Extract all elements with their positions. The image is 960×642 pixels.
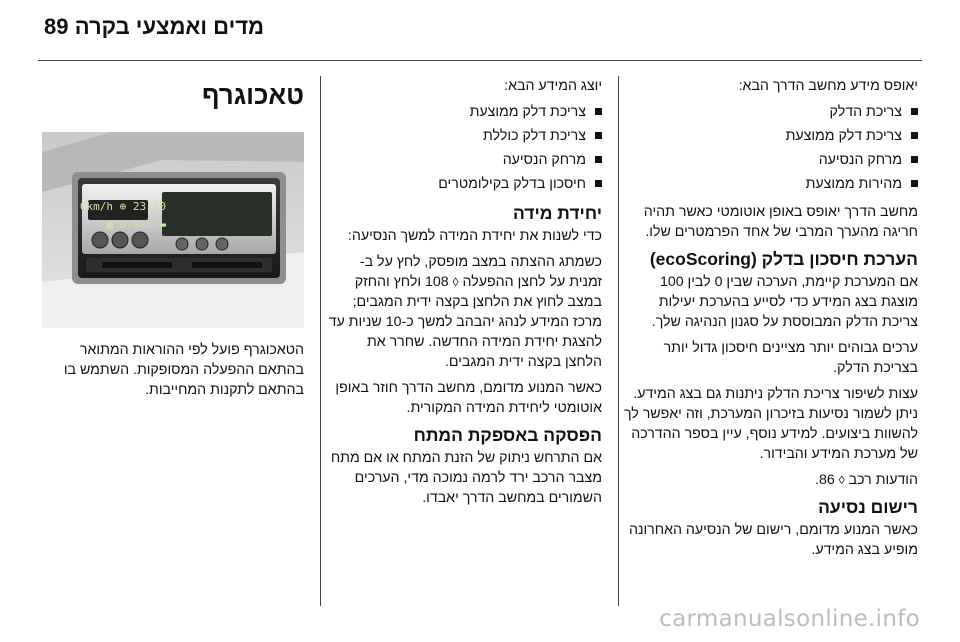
units-revert-paragraph: כאשר המנוע מדומם, מחשב הדרך חוזר באופן אוטומטי ליחידת המידה המקורית. bbox=[335, 380, 602, 416]
bullet-icon bbox=[911, 180, 918, 187]
units-steps-part-c: 108 ולחץ והחזק במצב לחוץ את הלחצן בקצה ידית המגבים; מרכז המידע לנהג יהבהב למשך כ-10 שניות עד להצגת יחידת המידה החדשה. שחרר את הלחצן בקצה ידית המגבים. bbox=[328, 274, 602, 370]
list-item-label: מרחק הנסיעה bbox=[502, 152, 586, 168]
tachograph-title: טאכוגרף bbox=[201, 80, 304, 110]
reference-arrow-icon: ◊ bbox=[452, 275, 459, 289]
bullet-icon bbox=[911, 108, 918, 115]
units-heading: יחידת מידה bbox=[512, 203, 602, 223]
page-header: מדים ואמצעי בקרה bbox=[74, 14, 264, 39]
bullet-icon bbox=[911, 156, 918, 163]
list-item bbox=[328, 102, 602, 122]
column-divider-left bbox=[320, 76, 321, 606]
displayed-info-list bbox=[328, 102, 602, 194]
higher-values-paragraph: ערכים גבוהים יותר מציינים חיסכון גדול יותר בצריכת הדלק. bbox=[663, 340, 918, 376]
bullet-icon bbox=[595, 156, 602, 163]
vehicle-messages-reference bbox=[622, 470, 918, 490]
list-item-label: צריכת דלק ממוצעת bbox=[785, 128, 902, 144]
trip-reset-intro: יאופס מידע מחשב הדרך הבא: bbox=[738, 78, 918, 94]
tachograph-display-line-1: 10 23 ⊕ 0km/h bbox=[79, 200, 166, 213]
reference-page: 86. bbox=[815, 472, 835, 488]
bullet-icon bbox=[595, 180, 602, 187]
units-steps-part-b: זמנית על לחצן ההפעלה bbox=[462, 274, 602, 290]
column-divider-right bbox=[618, 76, 619, 606]
header-rule bbox=[38, 60, 922, 61]
list-item bbox=[622, 126, 918, 146]
reference-arrow-icon: ◊ bbox=[838, 473, 845, 487]
column-middle bbox=[328, 76, 602, 514]
units-steps-part-a: כשמתג ההצתה במצב מופסק, לחץ על ב- bbox=[359, 254, 602, 270]
reset-list bbox=[622, 102, 918, 194]
bullet-icon bbox=[911, 132, 918, 139]
list-item-label: צריכת הדלק bbox=[829, 104, 902, 120]
bullet-icon bbox=[595, 132, 602, 139]
watermark: carmanualsonline.info bbox=[659, 606, 920, 632]
trip-log-heading: רישום נסיעה bbox=[818, 497, 918, 517]
tachograph-photo bbox=[42, 132, 304, 328]
list-item bbox=[328, 174, 602, 194]
auto-reset-paragraph: מחשב הדרך יאופס באופן אוטומטי כאשר תהיה חריגה מהערך המרבי של אחד הפרמטרים שלו. bbox=[643, 204, 918, 240]
list-item-label: צריכת דלק ממוצעת bbox=[469, 104, 586, 120]
list-item bbox=[622, 150, 918, 170]
ecoscoring-heading: הערכת חיסכון בדלק (ecoScoring) bbox=[649, 249, 918, 269]
tachograph-caption: הטאכוגרף פועל לפי ההוראות המתואר בהתאם ההפעלה המסופקות. השתמש בו בהתאם לתקנות המחייבות. bbox=[63, 342, 304, 398]
trip-log-paragraph: כאשר המנוע מדומם, רישום של הנסיעה האחרונה מופיע בצג המידע. bbox=[628, 522, 918, 558]
column-left bbox=[40, 76, 304, 406]
power-interruption-paragraph: אם התרחש ניתוק של הזנת המתח או אם מתח מצבר הרכב ירד לרמה נמוכה מדי, הערכים השמורים במחשב הדרך יאבדו. bbox=[330, 450, 602, 506]
units-steps-paragraph bbox=[328, 252, 602, 372]
column-right bbox=[622, 76, 918, 566]
page-number: 89 bbox=[44, 14, 69, 39]
tachograph-display-line-2: ▬ 0.0km ■ bbox=[106, 218, 166, 231]
list-item bbox=[622, 174, 918, 194]
displayed-info-intro: יוצג המידע הבא: bbox=[504, 78, 602, 94]
vehicle-messages-link[interactable]: הודעות רכב bbox=[848, 472, 918, 488]
ecoscoring-paragraph: אם המערכת קיימת, הערכה שבין 0 לבין 100 מוצגת בצג המידע כדי לסייע בהערכת יעילות צריכת הדלק המבוססת על סגנון הנהיגה שלך. bbox=[651, 274, 918, 330]
list-item-label: מהירות ממוצעת bbox=[805, 176, 902, 192]
bullet-icon bbox=[595, 108, 602, 115]
list-item-label: חיסכון בדלק בקילומטרים bbox=[438, 176, 586, 192]
tachograph-illustration bbox=[42, 132, 304, 328]
list-item bbox=[328, 150, 602, 170]
power-interruption-heading: הפסקה באספקת המתח bbox=[413, 425, 602, 445]
list-item-label: צריכת דלק כוללת bbox=[483, 128, 586, 144]
list-item bbox=[328, 126, 602, 146]
tips-paragraph: עצות לשיפור צריכת הדלק ניתנות גם בצג המידע. ניתן לשמור נסיעות בזיכרון המערכת, וזה יאפשר לך להשוות ביצועים. למידע נוסף, עיין בספר ההדרכה של מערכת המידע והבידור. bbox=[623, 386, 918, 462]
list-item-label: מרחק הנסיעה bbox=[818, 152, 902, 168]
units-intro-paragraph: כדי לשנות את יחידת המידה למשך הנסיעה: bbox=[347, 228, 602, 244]
list-item bbox=[622, 102, 918, 122]
